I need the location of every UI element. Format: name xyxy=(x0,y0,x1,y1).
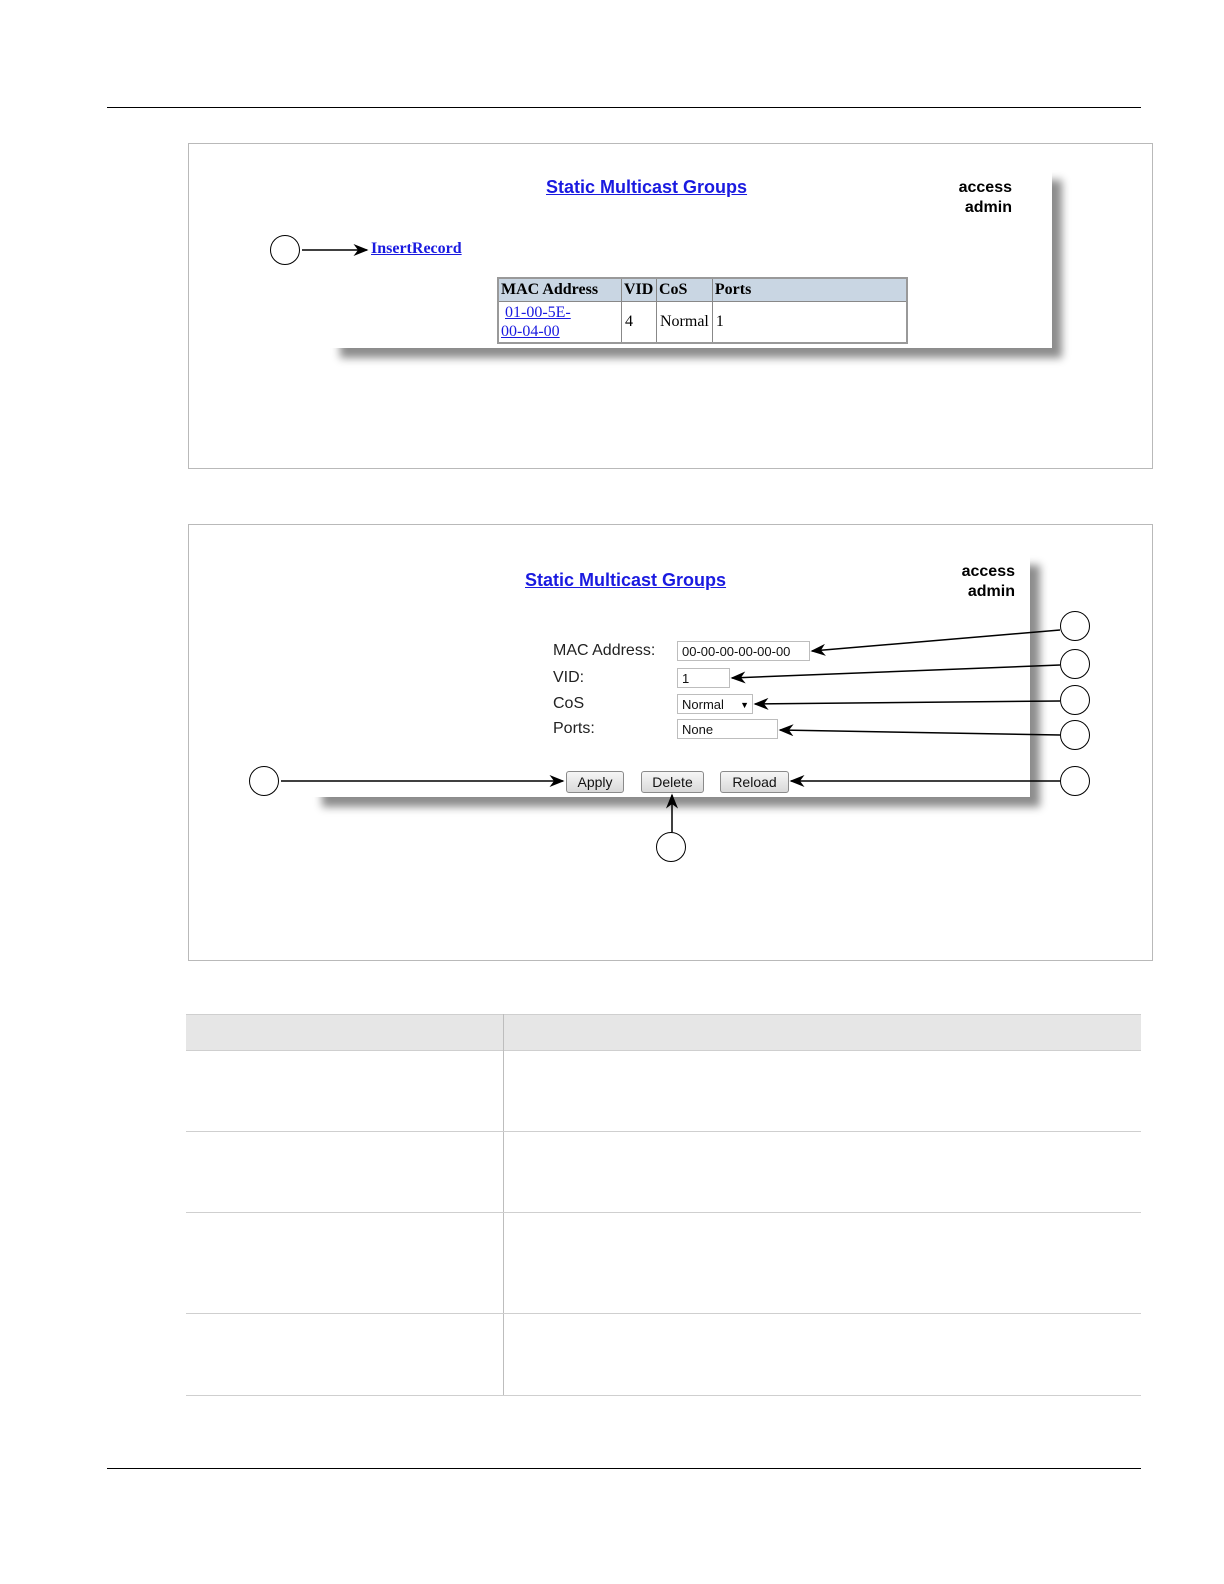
row-divider xyxy=(186,1212,1141,1213)
mac-address-label: MAC Address: xyxy=(553,642,656,659)
page-title[interactable]: Static Multicast Groups xyxy=(525,570,727,590)
access-user: admin xyxy=(967,583,1015,600)
mac-line-2: 00-04-00 xyxy=(501,323,560,340)
column-header: VID xyxy=(622,278,657,302)
cos-cell: Normal xyxy=(657,302,713,344)
reload-button[interactable]: Reload xyxy=(720,771,789,793)
access-label: access xyxy=(958,179,1012,196)
arrow-mac-field xyxy=(812,630,1060,651)
mac-line-1: 01-00-5E- xyxy=(505,304,571,321)
row-divider xyxy=(186,1395,1141,1396)
access-label: access xyxy=(961,563,1015,580)
row-divider xyxy=(186,1131,1141,1132)
insert-record-link[interactable]: InsertRecord xyxy=(371,240,462,257)
delete-button[interactable]: Delete xyxy=(641,771,704,793)
vid-label: VID: xyxy=(553,669,585,686)
arrow-cos-select xyxy=(755,701,1060,704)
column-header: Ports xyxy=(712,278,907,302)
ports-field[interactable]: None xyxy=(677,719,778,739)
arrow-vid-field xyxy=(732,665,1060,678)
ports-label: Ports: xyxy=(553,720,595,737)
table-header-row xyxy=(186,1014,1141,1051)
access-user: admin xyxy=(964,199,1012,216)
mac-address-field[interactable]: 00-00-00-00-00-00 xyxy=(677,641,810,661)
vid-cell: 4 xyxy=(622,302,657,344)
cos-label: CoS xyxy=(553,695,585,712)
column-divider xyxy=(503,1014,504,1396)
column-header: CoS xyxy=(657,278,713,302)
page-title[interactable]: Static Multicast Groups xyxy=(546,177,748,197)
cos-selected-value: Normal xyxy=(682,697,724,712)
column-header: MAC Address xyxy=(498,278,622,302)
parameter-table xyxy=(186,1014,1141,1398)
footer-rule xyxy=(107,1468,1141,1469)
row-divider xyxy=(186,1313,1141,1314)
vid-field[interactable]: 1 xyxy=(677,668,730,688)
chevron-down-icon: ▼ xyxy=(740,700,749,710)
apply-button[interactable]: Apply xyxy=(566,771,624,793)
arrow-ports-field xyxy=(780,730,1060,735)
ports-cell: 1 xyxy=(712,302,907,344)
